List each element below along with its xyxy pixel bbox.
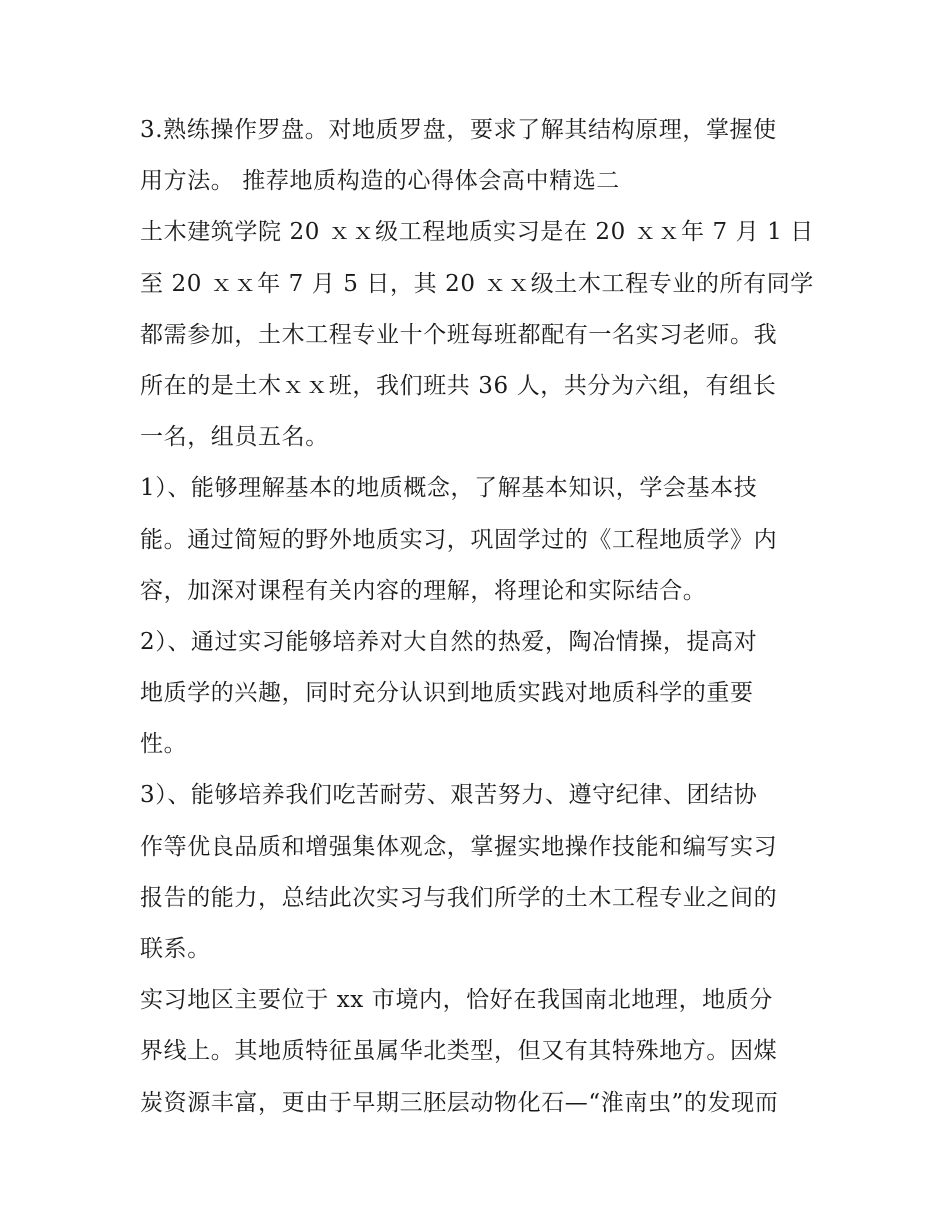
text-line-18: 实习地区主要位于 xx 市境内，恰好在我国南北地理，地质分 [140, 987, 773, 1014]
text-line-12: 地质学的兴趣，同时充分认识到地质实践对地质科学的重要 [140, 680, 754, 707]
text-line-7: 一名，组员五名。 [140, 424, 329, 451]
text-line-3: 土木建筑学院 20 ｘｘ级工程地质实习是在 20 ｘｘ年 7 月 1 日 [140, 219, 814, 246]
text-line-1: 3.熟练操作罗盘。对地质罗盘，要求了解其结构原理，掌握使 [140, 117, 777, 143]
text-line-15: 作等优良品质和增强集体观念，掌握实地操作技能和编写实习 [140, 833, 778, 860]
text-line-10: 容，加深对课程有关内容的理解，将理论和实际结合。 [140, 577, 707, 604]
document-body [140, 105, 820, 1129]
text-line-4: 至 20 ｘｘ年 7 月 5 日，其 20 ｘｘ级土木工程专业的所有同学 [140, 270, 814, 297]
text-line-6: 所在的是土木ｘｘ班，我们班共 36 人，共分为六组，有组长 [140, 372, 777, 399]
text-line-20: 炭资源丰富，更由于早期三胚层动物化石—“淮南虫”的发现而 [140, 1089, 779, 1116]
text-line-9: 能。通过简短的野外地质实习，巩固学过的《工程地质学》内 [140, 526, 778, 553]
text-line-2: 用方法。 推荐地质构造的心得体会高中精选二 [140, 168, 620, 195]
text-line-16: 报告的能力，总结此次实习与我们所学的土木工程专业之间的 [140, 884, 778, 911]
text-line-19: 界线上。其地质特征虽属华北类型，但又有其特殊地方。因煤 [140, 1038, 778, 1065]
text-line-11: 2）、通过实习能够培养对大自然的热爱，陶冶情操，提高对 [140, 628, 758, 655]
text-line-17: 联系。 [140, 936, 211, 962]
text-line-8: 1）、能够理解基本的地质概念，了解基本知识，学会基本技 [140, 475, 758, 502]
text-line-14: 3）、能够培养我们吃苦耐劳、艰苦努力、遵守纪律、团结协 [140, 782, 758, 809]
text-line-5: 都需参加，土木工程专业十个班每班都配有一名实习老师。我 [140, 321, 778, 348]
text-line-13: 性。 [140, 731, 188, 758]
